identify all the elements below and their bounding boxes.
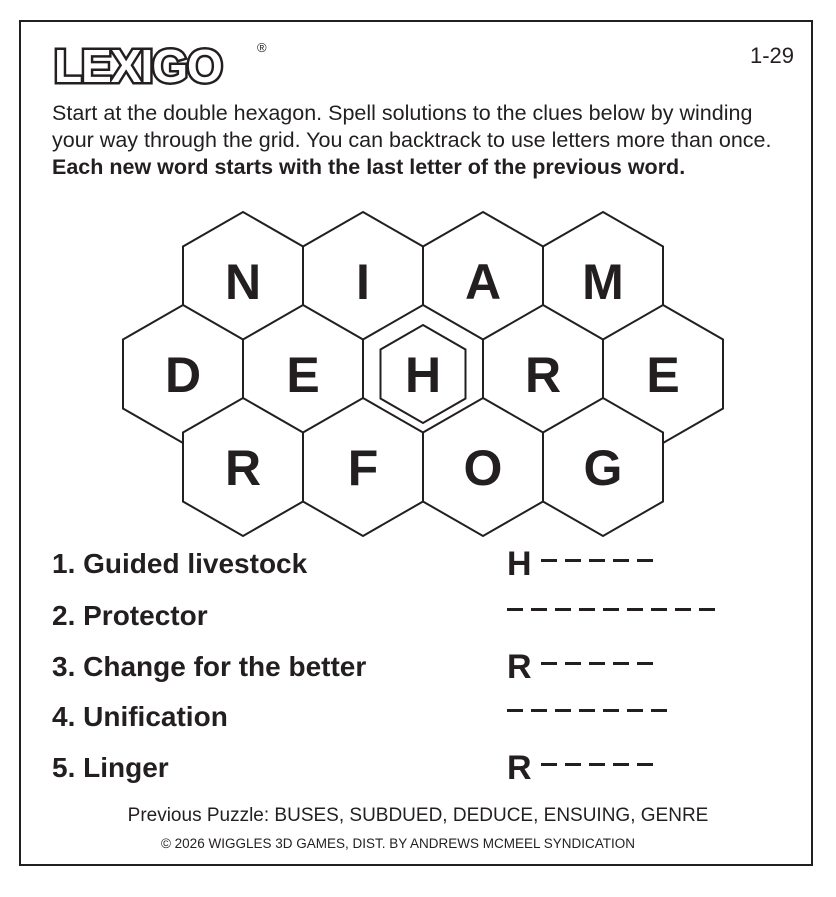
answer-first-letter: R <box>507 648 541 686</box>
answer-field[interactable] <box>507 597 723 633</box>
answer-blank <box>565 763 581 766</box>
answer-blank <box>541 559 557 562</box>
answer-blank <box>699 608 715 611</box>
answer-blank <box>541 763 557 766</box>
answer-blank <box>651 709 667 712</box>
hex-letter: R <box>224 440 262 496</box>
hex-letter: D <box>164 347 202 403</box>
hex-letter: O <box>463 440 503 496</box>
instructions-bold-text: Each new word starts with the last letter of the previous word. <box>52 155 686 179</box>
answer-blank <box>613 559 629 562</box>
answer-blank <box>555 608 571 611</box>
answer-blanks <box>507 597 723 633</box>
hex-letter: M <box>582 254 624 310</box>
answer-blanks <box>541 752 661 788</box>
hex-letter: H <box>404 347 442 403</box>
answer-blank <box>651 608 667 611</box>
instructions-text: Start at the double hexagon. Spell solutions to the clues below by winding your way through the grid. You can backtrack to use letters more than once. <box>52 101 772 152</box>
registered-mark: ® <box>257 40 267 55</box>
answer-blank <box>675 608 691 611</box>
answer-blank <box>531 709 547 712</box>
answer-blank <box>637 559 653 562</box>
answer-blank <box>589 662 605 665</box>
previous-puzzle: Previous Puzzle: BUSES, SUBDUED, DEDUCE, ENSUING, GENRE <box>127 805 709 826</box>
answer-blank <box>565 559 581 562</box>
answer-blank <box>603 608 619 611</box>
clue-label: 1. Guided livestock <box>52 548 308 579</box>
answer-blank <box>507 608 523 611</box>
answer-field[interactable] <box>507 545 661 584</box>
answer-blank <box>627 608 643 611</box>
answer-first-letter: H <box>507 545 541 583</box>
answer-blank <box>603 709 619 712</box>
logo-text: LEXIGO <box>54 40 222 92</box>
puzzle-number: 1-29 <box>749 43 794 68</box>
answer-blank <box>579 608 595 611</box>
answer-blank <box>613 662 629 665</box>
answer-blank <box>627 709 643 712</box>
answer-blanks <box>507 698 675 734</box>
copyright: © 2026 WIGGLES 3D GAMES, DIST. BY ANDREWS MCMEEL SYNDICATION <box>160 836 636 851</box>
clue-label: 2. Protector <box>52 600 208 631</box>
answer-blank <box>531 608 547 611</box>
clue-label: 5. Linger <box>52 752 169 783</box>
hex-letter: G <box>583 440 623 496</box>
hex-letter: N <box>224 254 262 310</box>
hex-letter: I <box>356 254 370 310</box>
answer-blank <box>507 709 523 712</box>
answer-blank <box>613 763 629 766</box>
hex-letter: A <box>464 254 502 310</box>
answer-field[interactable] <box>507 698 675 734</box>
hex-letter: E <box>646 347 680 403</box>
answer-blank <box>565 662 581 665</box>
hex-letter: R <box>524 347 562 403</box>
hex-letter: F <box>347 440 379 496</box>
answer-blanks <box>541 548 661 584</box>
answer-first-letter: R <box>507 749 541 787</box>
answer-field[interactable] <box>507 648 661 687</box>
answer-blank <box>637 763 653 766</box>
answer-blank <box>589 559 605 562</box>
clue-label: 3. Change for the better <box>52 651 367 682</box>
answer-blanks <box>541 651 661 687</box>
answer-blank <box>579 709 595 712</box>
clue-label: 4. Unification <box>52 701 228 732</box>
hex-letter: E <box>286 347 320 403</box>
answer-blank <box>637 662 653 665</box>
answer-blank <box>589 763 605 766</box>
answer-blank <box>555 709 571 712</box>
answer-field[interactable] <box>507 749 661 788</box>
answer-blank <box>541 662 557 665</box>
